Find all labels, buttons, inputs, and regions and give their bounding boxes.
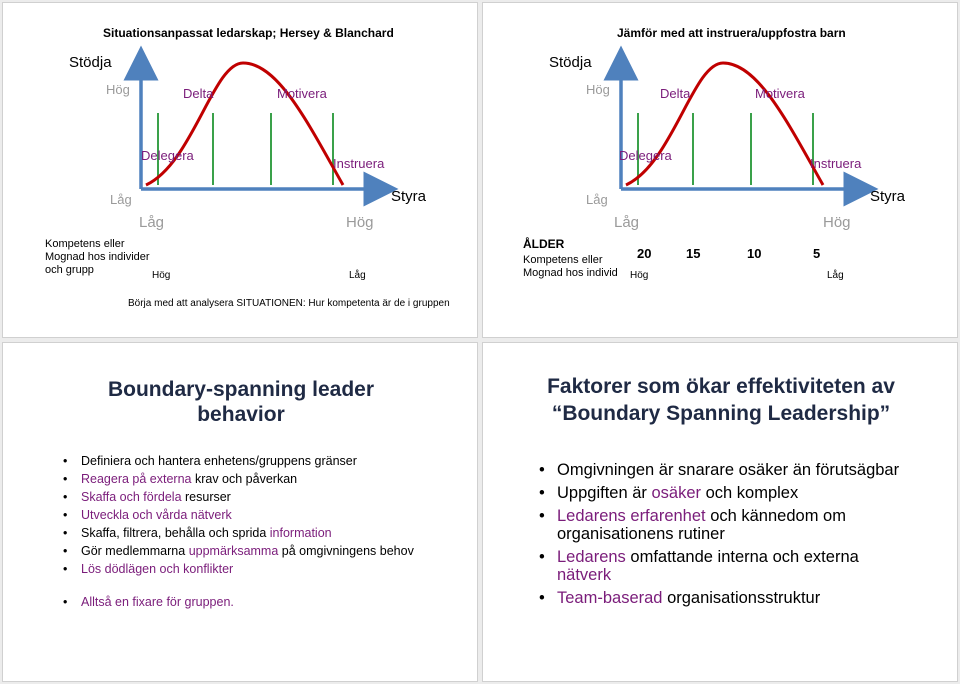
bullet-text: omfattande interna och externa (625, 548, 859, 566)
slide-title: Faktorer som ökar effektiviteten av “Boundary Spanning Leadership” (547, 375, 895, 425)
slide-parenting-comparison (482, 2, 958, 338)
bullet-text: Reagera på externa (81, 472, 192, 486)
bullet-item (63, 544, 423, 559)
age-value: 15 (686, 246, 701, 261)
bullet-item (539, 507, 909, 543)
bullet-text: osäker (651, 484, 702, 502)
bullet-text: Skaffa, filtrera, behålla och sprida (81, 526, 270, 540)
lag-label: Låg (110, 192, 132, 207)
hog-bottom-label: Hög (152, 270, 171, 281)
bullet-text: nätverk (557, 566, 612, 584)
bullet-text: information (269, 526, 332, 540)
footer-note: Börja med att analysera SITUATIONEN: Hur kompetenta är de i gruppen (128, 298, 450, 309)
bullet-item (539, 484, 909, 502)
leadership-curve (146, 63, 343, 185)
instruera-label: Instruera (333, 156, 385, 171)
bullet-text: Uppgiften är (557, 484, 652, 502)
bullet-text: Team-baserad (557, 589, 663, 607)
bullet-text: och kännedom om organisationens rutiner (557, 507, 846, 543)
slide-boundary-spanning-behavior (2, 342, 478, 682)
bullet-item (63, 562, 423, 577)
y-axis-label: Stödja (549, 54, 592, 71)
bullet-text: Utveckla och vårda nätverk (81, 508, 232, 522)
leadership-curve (626, 63, 823, 185)
hog-label: Hög (586, 82, 610, 97)
bullet-item (539, 589, 909, 607)
bullet-text: och komplex (701, 484, 799, 502)
bullet-text: organisationsstruktur (662, 589, 821, 607)
bullet-text: Omgivningen är snarare osäker än förutsägbar (557, 461, 900, 479)
slide-title: Boundary-spanning leader behavior (107, 378, 375, 426)
behavior-list (63, 454, 423, 613)
bullet-item (63, 472, 423, 487)
age-value: 5 (813, 246, 821, 261)
bullet-item (539, 548, 909, 584)
lag-axis-label: Låg (139, 214, 165, 231)
bullet-text: Ledarens (557, 548, 626, 566)
lag-bottom-label: Låg (827, 270, 844, 281)
competence-label: Kompetens eller Mognad hos individer och grupp (45, 238, 150, 276)
bullet-text: Definiera och hantera enhetens/gruppens gränser (81, 454, 357, 468)
delta-label: Delta (183, 86, 214, 101)
x-axis-label: Styra (391, 188, 427, 205)
slide-title: Jämför med att instruera/uppfostra barn (617, 26, 846, 40)
bullet-text: Gör medlemmarna (81, 544, 189, 558)
delegera-label: Delegera (141, 148, 194, 163)
age-value: 10 (747, 246, 762, 261)
slide-effectiveness-factors (482, 342, 958, 682)
bullet-item (63, 508, 423, 523)
y-axis-label: Stödja (69, 54, 112, 71)
lag-axis-label: Låg (614, 214, 640, 231)
bullet-item (63, 595, 423, 610)
bullet-item (63, 454, 423, 469)
x-axis-label: Styra (870, 188, 906, 205)
bullet-item (63, 526, 423, 541)
lag-label: Låg (586, 192, 608, 207)
motivera-label: Motivera (755, 86, 805, 101)
hog-axis-label: Hög (346, 214, 374, 231)
bullet-item (539, 461, 909, 479)
motivera-label: Motivera (277, 86, 327, 101)
lag-bottom-label: Låg (349, 270, 366, 281)
slide-situational-leadership (2, 2, 478, 338)
age-value: 20 (637, 246, 652, 261)
instruera-label: Instruera (810, 156, 862, 171)
bullet-text: Lös dödlägen och konflikter (81, 562, 234, 576)
factor-list (539, 461, 909, 612)
delta-label: Delta (660, 86, 691, 101)
hog-bottom-label: Hög (630, 270, 649, 281)
hog-axis-label: Hög (823, 214, 851, 231)
bullet-text: Alltså en fixare för gruppen. (81, 595, 234, 609)
bullet-text: uppmärksamma (188, 544, 279, 558)
bullet-text: Skaffa och fördela (81, 490, 182, 504)
hog-label: Hög (106, 82, 130, 97)
delegera-label: Delegera (619, 148, 672, 163)
alder-label: ÅLDER (523, 237, 565, 251)
bullet-text: Ledarens erfarenhet (557, 507, 706, 525)
slide-title: Situationsanpassat ledarskap; Hersey & Blanchard (103, 26, 394, 40)
bullet-text: krav och påverkan (191, 472, 298, 486)
bullet-item (63, 490, 423, 505)
bullet-text: resurser (181, 490, 231, 504)
bullet-text: på omgivningens behov (278, 544, 414, 558)
competence-label: Kompetens eller Mognad hos individ (523, 254, 618, 279)
